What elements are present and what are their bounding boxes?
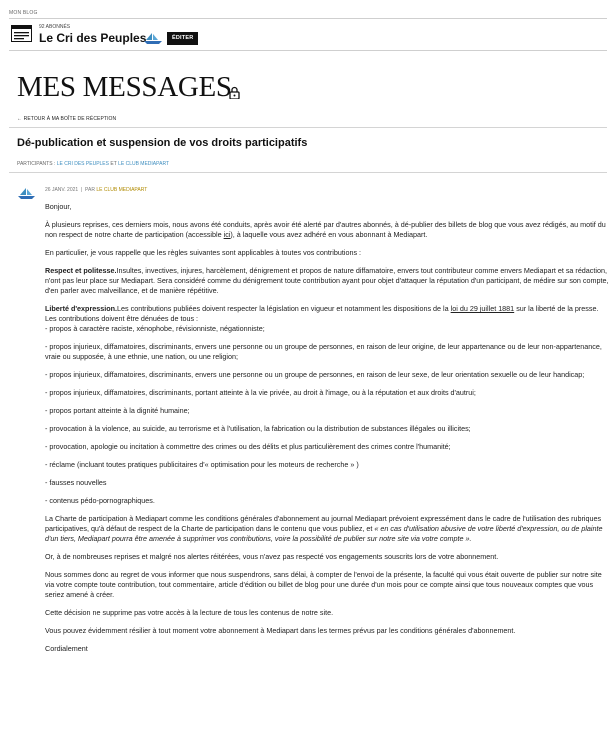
participant-link[interactable]: LE CRI DES PEUPLES [56, 161, 109, 167]
arrow-left-icon: ← [17, 116, 23, 122]
paragraph: Or, à de nombreuses reprises et malgré nos alertes réitérées, vous n'avez pas respecté vos engagements souscrits lors de votre abonnement. [45, 552, 499, 561]
participants-separator: ET [110, 161, 117, 167]
list-item: - propos injurieux, diffamatoires, discriminants, envers une personne ou un groupe de personnes, en raison de leur sexe, de leur orientation sexuelle ou de leur handicap; [45, 370, 585, 379]
message-body [45, 202, 610, 662]
list-item: - provocation, apologie ou incitation à commettre des crimes ou des délits et plus particulièrement des crimes contre l'humanité; [45, 442, 451, 451]
participant-link[interactable]: LE CLUB MEDIAPART [118, 161, 170, 167]
rule-heading: Respect et politesse. [45, 266, 117, 275]
list-item: - réclame (incluant toutes pratiques publicitaires d'« optimisation pour les moteurs de recherche » ) [45, 460, 359, 469]
list-item: - propos à caractère raciste, xénophobe, révisionniste, négationniste; [45, 324, 265, 333]
lock-icon [229, 86, 240, 99]
divider [9, 127, 607, 128]
list-item: - contenus pédo-pornographiques. [45, 496, 155, 505]
message-meta: 26 JANV. 2021 | PAR LE CLUB MEDIAPART [45, 187, 148, 193]
law-link[interactable]: loi du 29 juillet 1881 [450, 304, 515, 313]
divider [9, 172, 607, 173]
charter-link[interactable]: ici [223, 230, 231, 239]
list-item: - propos injurieux, diffamatoires, discriminants, envers une personne ou un groupe de personnes, en raison de leur origine, de leur appartenance ou de leur non-appartenance, vraie ou supposée, à une ethnie, une nation, ou une religion; [45, 342, 602, 361]
list-item: - propos injurieux, diffamatoires, discriminants, portant atteinte à la vie privée, au droit à l'image, ou à la réputation et aux droits d'autrui; [45, 388, 476, 397]
section-label: MON BLOG [9, 10, 38, 16]
rule-heading: Liberté d'expression. [45, 304, 118, 313]
message-date: 26 JANV. 2021 [45, 187, 79, 193]
paragraph: Nous sommes donc au regret de vous informer que nous suspendrons, sans délai, à compter de l'envoi de la présente, la faculté qui vous était ouverte de publier sur notre site via votre compte toute contribution, tout commentaire, article d'édition ou billet de blog pour une durée d'un mois pour ce compte ainsi que tous nouveaux comptes que vous seriez amené à créer. [45, 570, 602, 599]
by-label: PAR [85, 187, 95, 193]
list-item: - propos portant atteinte à la dignité humaine; [45, 406, 190, 415]
paragraph: Cette décision ne supprime pas votre accès à la lecture de tous les contenus de notre site. [45, 608, 334, 617]
greeting: Bonjour, [45, 202, 72, 211]
subscribers-count: 92 ABONNÉS [39, 24, 71, 30]
blog-list-icon [11, 25, 32, 42]
paragraph: Respect et politesse.Insultes, invectives, injures, harcèlement, dénigrement et propos de nature diffamatoire, envers tout contributeur comme envers Mediapart et sa rédaction, n'ont pas leur place sur Mediapart. Sera considéré comme du dénigrement toute contribution ayant pour objet d'attaquer la réputation d'un participant, de médire sur son compte, d'en parler avec malveillance, et de manière répétitive. [45, 266, 609, 295]
paragraph: Liberté d'expression.Les contributions publiées doivent respecter la législation en vigueur et notamment les dispositions de la loi du 29 juillet 1881 sur la liberté de la presse. Les contributions doivent être dénuées de tous : [45, 304, 599, 323]
edit-button[interactable]: ÉDITER [167, 32, 198, 45]
divider [9, 18, 607, 19]
paragraph: La Charte de participation à Mediapart comme les conditions générales d'abonnement au journal Mediapart prévoient expressément dans le cadre de l'utilisation des rubriques participatives, qu'à défaut de respect de la Charte de participation dans le contenu que vous publiez, et « en cas d'utilisation abusive de votre liberté d'expression, ou de plainte d'un tiers, Mediapart pourra être amenée à supprimer vos contributions, voire la possibilité de publier sur notre site via votre compte ». [45, 514, 603, 543]
page-title: MES MESSAGES [17, 71, 232, 103]
participants-line [17, 161, 169, 167]
paragraph: Vous pouvez évidemment résilier à tout moment votre abonnement à Mediapart dans les termes prévus par les conditions générales d'abonnement. [45, 626, 516, 635]
list-item: - provocation à la violence, au suicide, au terrorisme et à l'utilisation, la fabrication ou la distribution de substances illégales ou illicites; [45, 424, 471, 433]
paragraph: À plusieurs reprises, ces derniers mois, nous avons été conduits, après avoir été alerté par d'autres abonnés, à dé-publier des billets de blog que vous avez rédigés, au motif du non respect de notre charte de participation (accessible ici), à laquelle vous avez adhéré en vous abonnant à Mediapart. [45, 220, 606, 239]
back-to-inbox-link[interactable] [17, 116, 116, 122]
divider [9, 50, 607, 51]
author-link[interactable]: LE CLUB MEDIAPART [96, 187, 148, 193]
thread-subject: Dé-publication et suspension de vos droits participatifs [17, 137, 308, 149]
blog-name[interactable]: Le Cri des Peuples [39, 31, 147, 45]
back-link-label: RETOUR À MA BOÎTE DE RÉCEPTION [23, 116, 117, 122]
paragraph: En particulier, je vous rappelle que les règles suivantes sont applicables à toutes vos contributions : [45, 248, 362, 257]
sailboat-icon [144, 33, 162, 44]
club-mediapart-avatar-icon [18, 188, 35, 199]
list-item: - fausses nouvelles [45, 478, 107, 487]
rules-list [45, 324, 610, 506]
participants-label: PARTICIPANTS : [17, 161, 56, 167]
closing: Cordialement [45, 644, 88, 653]
